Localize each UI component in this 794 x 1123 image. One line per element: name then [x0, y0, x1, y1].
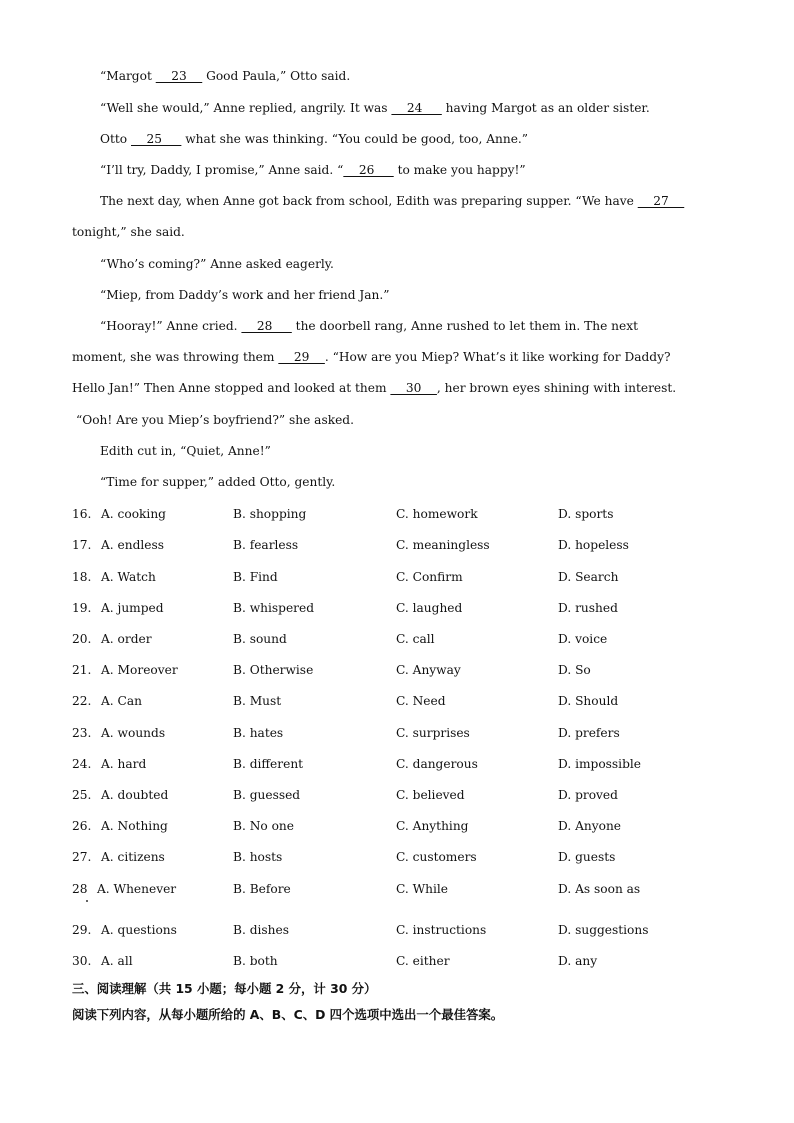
- passage-line: Otto 25 what she was thinking. “You could be good, too, Anne.”: [100, 124, 750, 155]
- question-row: [72, 819, 722, 839]
- option-c: C. Anyway: [396, 663, 461, 677]
- option-a: A. Nothing: [101, 819, 168, 833]
- option-a: A. citizens: [101, 850, 165, 864]
- question-number: 21.: [72, 663, 92, 677]
- option-c: C. Need: [396, 694, 446, 708]
- question-row: [72, 788, 722, 808]
- option-a: A. wounds: [101, 726, 166, 740]
- option-b: B. dishes: [233, 923, 289, 937]
- option-b: B. Must: [233, 694, 282, 708]
- option-c: C. homework: [396, 507, 478, 521]
- option-c: C. While: [396, 882, 449, 896]
- answer-blank: 30: [390, 381, 437, 395]
- answer-blank: 29: [278, 350, 325, 364]
- option-a: A. jumped: [101, 601, 164, 615]
- question-row: [72, 601, 722, 621]
- passage-line: Hello Jan!” Then Anne stopped and looked at them 30 , her brown eyes shining with interest.: [72, 373, 722, 404]
- option-c: C. meaningless: [396, 538, 490, 552]
- passage-line: “Who’s coming?” Anne asked eagerly.: [100, 257, 334, 271]
- option-d: D. So: [558, 663, 591, 677]
- question-number: 25.: [72, 788, 92, 802]
- question-number: 29.: [72, 923, 92, 937]
- option-d: D. voice: [558, 632, 608, 646]
- option-c: C. either: [396, 954, 450, 968]
- option-c: C. Anything: [396, 819, 469, 833]
- answer-blank: 23: [155, 69, 203, 83]
- section-instruction: 阅读下列内容，从每小题所给的 A、B、C、D 四个选项中选出一个最佳答案。: [72, 1007, 504, 1022]
- question-row: [72, 882, 722, 902]
- question-number: 26.: [72, 819, 92, 833]
- option-a: A. Can: [101, 694, 142, 708]
- option-b: B. both: [233, 954, 278, 968]
- question-number: 16.: [72, 507, 92, 521]
- question-number: 20.: [72, 632, 92, 646]
- option-a: A. Moreover: [101, 663, 178, 677]
- option-b: B. No one: [233, 819, 294, 833]
- option-c: C. laughed: [396, 601, 463, 615]
- option-b: B. Otherwise: [233, 663, 314, 677]
- option-d: D. As soon as: [558, 882, 641, 896]
- passage-line: “Miep, from Daddy’s work and her friend Jan.”: [100, 288, 390, 302]
- option-d: D. sports: [558, 507, 614, 521]
- option-c: C. surprises: [396, 726, 470, 740]
- option-c: C. instructions: [396, 923, 487, 937]
- option-d: D. impossible: [558, 757, 641, 771]
- question-number: 28: [72, 882, 88, 896]
- question-row: [72, 663, 722, 683]
- option-b: B. hosts: [233, 850, 283, 864]
- question-row: [72, 694, 722, 714]
- option-a: A. order: [101, 632, 152, 646]
- question-row: [72, 726, 722, 746]
- option-d: D. hopeless: [558, 538, 629, 552]
- option-d: D. Search: [558, 570, 619, 584]
- answer-blank: 24: [391, 101, 442, 115]
- option-d: D. Should: [558, 694, 619, 708]
- option-a: A. questions: [101, 923, 177, 937]
- option-c: C. believed: [396, 788, 465, 802]
- option-b: B. Before: [233, 882, 291, 896]
- option-b: B. fearless: [233, 538, 299, 552]
- passage-line: moment, she was throwing them 29 . “How are you Miep? What’s it like working for Daddy?: [72, 342, 722, 373]
- question-number: 22.: [72, 694, 92, 708]
- option-d: D. suggestions: [558, 923, 649, 937]
- option-b: B. Find: [233, 570, 278, 584]
- passage-line: The next day, when Anne got back from school, Edith was preparing supper. “We have 27: [100, 186, 750, 217]
- question-number: 19.: [72, 601, 92, 615]
- question-row: [72, 954, 722, 974]
- option-b: B. whispered: [233, 601, 314, 615]
- question-number: 24.: [72, 757, 92, 771]
- question-row: [72, 632, 722, 652]
- option-d: D. proved: [558, 788, 618, 802]
- passage-line: “Well she would,” Anne replied, angrily. It was 24 having Margot as an older sister.: [100, 93, 750, 124]
- question-number: 23.: [72, 726, 92, 740]
- question-number: 17.: [72, 538, 92, 552]
- option-a: A. doubted: [101, 788, 169, 802]
- option-c: C. call: [396, 632, 435, 646]
- answer-blank: 26: [343, 163, 394, 177]
- question-number: 27.: [72, 850, 92, 864]
- option-d: D. prefers: [558, 726, 620, 740]
- option-b: B. shopping: [233, 507, 307, 521]
- answer-blank: 27: [637, 194, 685, 208]
- option-b: B. sound: [233, 632, 287, 646]
- option-a: A. cooking: [101, 507, 166, 521]
- passage-line: “Time for supper,” added Otto, gently.: [100, 475, 336, 489]
- option-b: B. guessed: [233, 788, 301, 802]
- question-row: [72, 538, 722, 558]
- option-c: C. Confirm: [396, 570, 463, 584]
- section-heading: 三、阅读理解（共 15 小题；每小题 2 分，计 30 分）: [72, 981, 377, 996]
- question-row: [72, 570, 722, 590]
- option-c: C. customers: [396, 850, 477, 864]
- question-row: [72, 850, 722, 870]
- option-b: B. different: [233, 757, 304, 771]
- option-d: D. Anyone: [558, 819, 622, 833]
- question-number: 18.: [72, 570, 92, 584]
- passage-line: “I’ll try, Daddy, I promise,” Anne said. “ 26 to make you happy!”: [100, 155, 750, 186]
- option-d: D. rushed: [558, 601, 618, 615]
- question-row: [72, 923, 722, 943]
- question-row: [72, 507, 722, 527]
- option-d: D. any: [558, 954, 598, 968]
- option-c: C. dangerous: [396, 757, 478, 771]
- option-a: A. all: [101, 954, 133, 968]
- option-a: A. Watch: [101, 570, 156, 584]
- answer-blank: 28: [241, 319, 292, 333]
- answer-blank: 25: [131, 132, 182, 146]
- passage-line: “Hooray!” Anne cried. 28 the doorbell rang, Anne rushed to let them in. The next: [100, 311, 750, 342]
- stray-dot: [86, 900, 88, 902]
- question-number: 30.: [72, 954, 92, 968]
- option-a: A. endless: [101, 538, 165, 552]
- option-d: D. guests: [558, 850, 616, 864]
- option-b: B. hates: [233, 726, 284, 740]
- passage-line: tonight,” she said.: [72, 225, 185, 239]
- passage-line: Edith cut in, “Quiet, Anne!”: [100, 444, 271, 458]
- passage-line: “Ooh! Are you Miep’s boyfriend?” she asked.: [76, 413, 354, 427]
- question-row: [72, 757, 722, 777]
- option-a: A. Whenever: [97, 882, 177, 896]
- option-a: A. hard: [101, 757, 147, 771]
- passage-line: “Margot 23 Good Paula,” Otto said.: [100, 61, 750, 92]
